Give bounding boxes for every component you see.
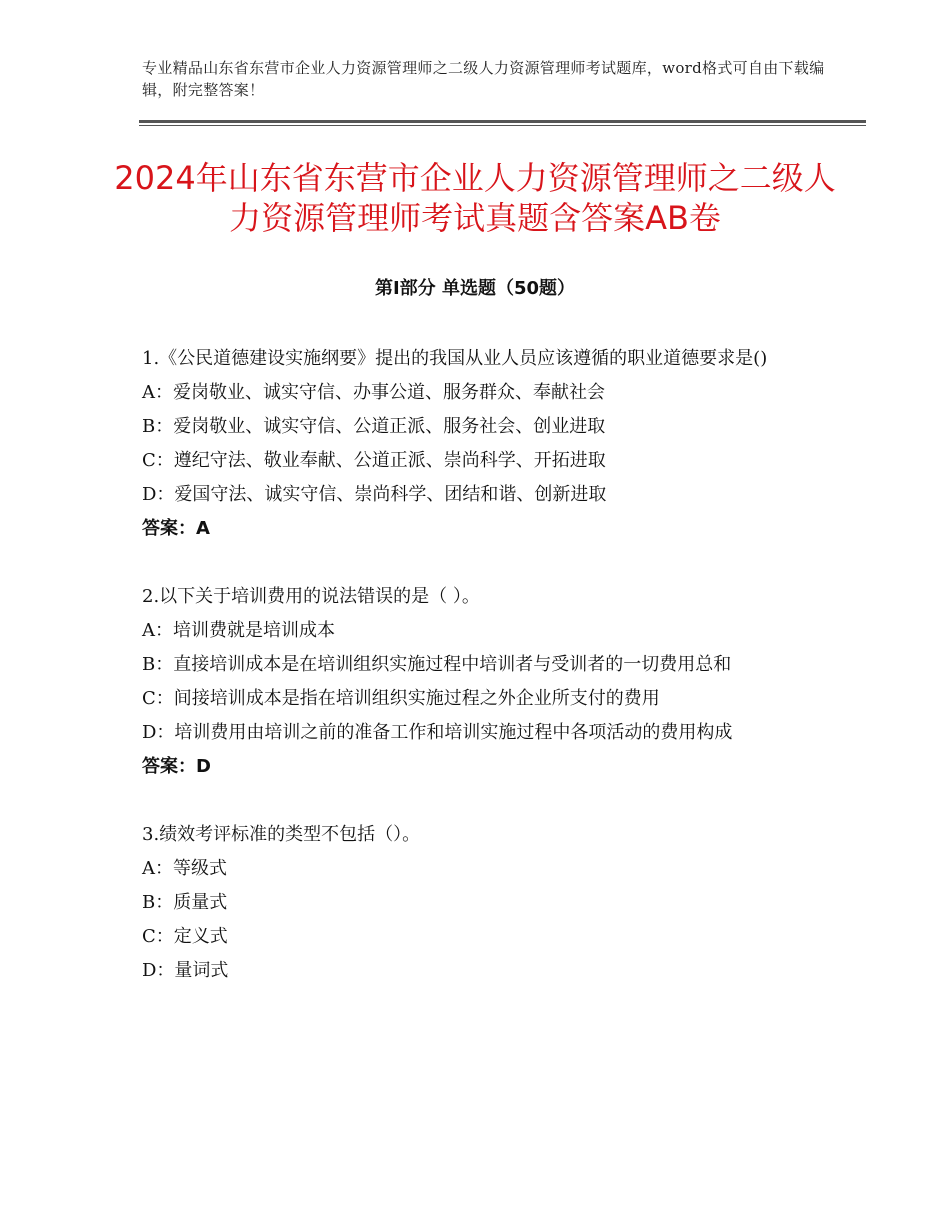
question-stem: 2.以下关于培训费用的说法错误的是（ ）。 [142,586,480,607]
question-list [142,342,812,1022]
option-a: A：等级式 [142,858,227,879]
option-d: D：爱国守法、诚实守信、崇尚科学、团结和谐、创新进取 [142,484,607,505]
option-b: B：直接培训成本是在培训组织实施过程中培训者与受训者的一切费用总和 [142,654,732,675]
option-d: D：量词式 [142,960,229,981]
question-stem: 3.绩效考评标准的类型不包括（）。 [142,824,421,845]
header-divider-thick [139,120,866,123]
answer: 答案：D [142,756,211,777]
option-c: C：间接培训成本是指在培训组织实施过程之外企业所支付的费用 [142,688,660,709]
question-1 [142,342,812,546]
option-c: C：定义式 [142,926,228,947]
option-a: A：爱岗敬业、诚实守信、办事公道、服务群众、奉献社会 [142,382,605,403]
question-stem: 1.《公民道德建设实施纲要》提出的我国从业人员应该遵循的职业道德要求是() [142,348,768,369]
question-2 [142,580,812,784]
option-d: D：培训费用由培训之前的准备工作和培训实施过程中各项活动的费用构成 [142,722,733,743]
answer: 答案：A [142,518,210,539]
option-b: B：爱岗敬业、诚实守信、公道正派、服务社会、创业进取 [142,416,606,437]
option-a: A：培训费就是培训成本 [142,620,335,641]
option-b: B：质量式 [142,892,228,913]
question-3 [142,818,812,988]
header-divider-thin [139,125,866,126]
section-title: 第Ⅰ部分 单选题（50题） [374,278,575,299]
header-note: 专业精品山东省东营市企业人力资源管理师之二级人力资源管理师考试题库，word格式可自由下载编辑，附完整答案！ [142,59,825,99]
document-title: 2024年山东省东营市企业人力资源管理师之二级人力资源管理师考试真题含答案AB卷 [114,159,836,237]
option-c: C：遵纪守法、敬业奉献、公道正派、崇尚科学、开拓进取 [142,450,606,471]
